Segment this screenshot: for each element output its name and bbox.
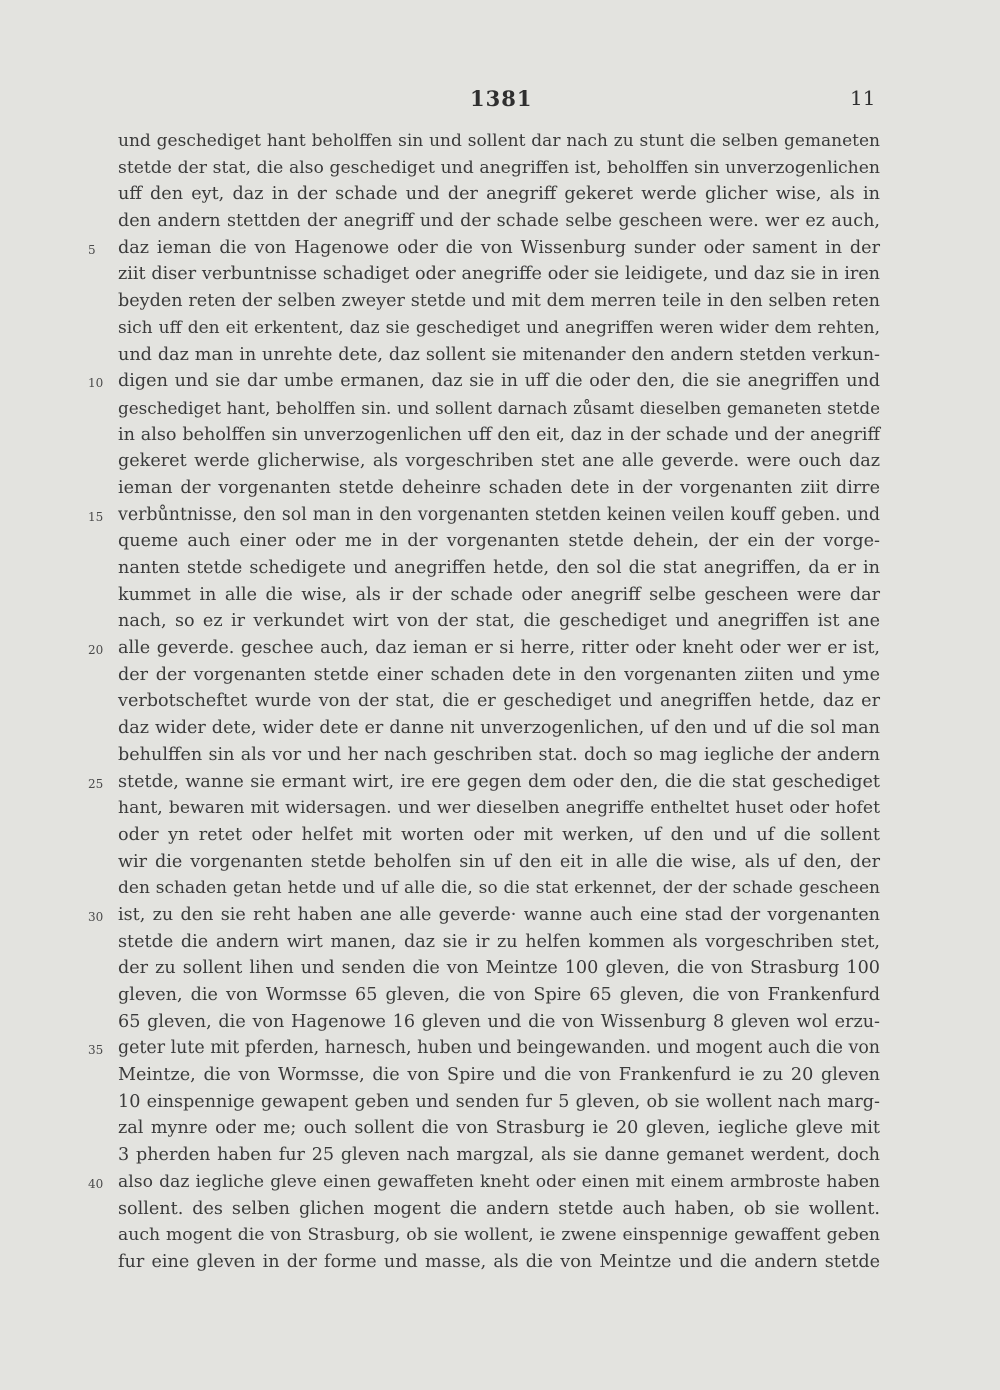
line-text: der zu sollent lihen und senden die von Meintze 100 gleven, die von Strasburg 100 [118, 958, 880, 979]
text-line [118, 1062, 880, 1089]
line-text: ieman der vorgenanten stetde deheinre schaden dete in der vorgenanten ziit dirre [118, 477, 880, 498]
line-text: queme auch einer oder me in der vorgenanten stetde dehein, der ein der vorge- [118, 531, 880, 552]
line-number: 10 [88, 376, 104, 391]
text-line [88, 1035, 880, 1062]
text-line [88, 1169, 880, 1196]
text-line [118, 1009, 880, 1036]
text-line [88, 902, 880, 929]
text-line [118, 448, 880, 475]
text-line [118, 315, 880, 342]
text-line [118, 261, 880, 288]
line-text: verbotscheftet wurde von der stat, die er geschediget und anegriffen hetde, daz er [118, 691, 880, 712]
text-line [118, 475, 880, 502]
text-line [118, 875, 880, 902]
text-line [88, 368, 880, 395]
line-text: gekeret werde glicherwise, als vorgeschriben stet ane alle geverde. were ouch daz [118, 451, 880, 472]
line-number: 15 [88, 509, 104, 524]
line-text: auch mogent die von Strasburg, ob sie wollent, ie zwene einspennige gewaffent geben [118, 1225, 880, 1246]
line-text: ist, zu den sie reht haben ane alle geverde· wanne auch eine stad der vorgenanten [118, 904, 880, 925]
line-text: gleven, die von Wormsse 65 gleven, die von Spire 65 gleven, die von Frankenfurd [118, 985, 880, 1005]
line-text: nach, so ez ir verkundet wirt von der stat, die geschediget und anegriffen ist ane [118, 611, 880, 632]
text-line [118, 822, 880, 849]
line-text: oder yn retet oder helfet mit worten oder mit werken, uf den und uf die sollent [118, 824, 880, 845]
text-line [88, 235, 880, 262]
text-line [118, 342, 880, 369]
text-line [118, 1196, 880, 1223]
text-line [118, 1089, 880, 1116]
text-line [118, 181, 880, 208]
text-line [118, 849, 880, 876]
line-text: den schaden getan hetde und uf alle die, so die stat erkennet, der der schade gescheen [118, 878, 880, 899]
line-text: 10 einspennige gewapent geben und senden fur 5 gleven, ob sie wollent nach marg- [118, 1091, 880, 1112]
text-line [88, 769, 880, 796]
line-text: Meintze, die von Wormsse, die von Spire und die von Frankenfurd ie zu 20 gleven [118, 1065, 880, 1086]
line-number: 30 [88, 909, 104, 924]
line-text: behulffen sin als vor und her nach geschriben stat. doch so mag iegliche der andern [118, 744, 880, 765]
line-text: in also beholffen sin unverzogenlichen uff den eit, daz in der schade und der anegriff [118, 424, 880, 445]
line-text: stetde der stat, die also geschediget und anegriffen ist, beholffen sin unverzogenlichen [118, 157, 880, 178]
text-line [88, 635, 880, 662]
line-text: wir die vorgenanten stetde beholfen sin uf den eit in alle die wise, als uf den, der [118, 851, 880, 872]
text-line [118, 608, 880, 635]
text-line [118, 582, 880, 609]
text-line [118, 955, 880, 982]
text-line [118, 929, 880, 956]
document-body [88, 128, 880, 1276]
line-text: und geschediget hant beholffen sin und sollent dar nach zu stunt die selben gemaneten [118, 131, 880, 151]
line-text: also daz iegliche gleve einen gewaffeten kneht oder einen mit einem armbroste haben [118, 1171, 880, 1192]
text-line [118, 288, 880, 315]
line-text: sollent. des selben glichen mogent die andern stetde auch haben, ob sie wollent. [118, 1198, 880, 1219]
line-text: kummet in alle die wise, als ir der schade oder anegriff selbe gescheen were dar [118, 584, 880, 605]
page-number: 11 [850, 86, 876, 110]
text-line [118, 795, 880, 822]
line-text: nanten stetde schedigete und anegriffen hetde, den sol die stat anegriffen, da er in [118, 558, 880, 578]
line-number: 5 [88, 242, 96, 257]
text-line [118, 982, 880, 1009]
line-text: verbůntnisse, den sol man in den vorgenanten stetden keinen veilen kouff geben. und [118, 504, 880, 525]
text-line [118, 1222, 880, 1249]
text-line [118, 128, 880, 155]
line-text: und daz man in unrehte dete, daz sollent sie mitenander den andern stetden verkun- [118, 344, 880, 365]
text-line [118, 155, 880, 182]
text-line [118, 1115, 880, 1142]
text-line [118, 742, 880, 769]
text-line [118, 1142, 880, 1169]
text-line [118, 715, 880, 742]
line-text: daz wider dete, wider dete er danne nit unverzogenlichen, uf den und uf die sol man [118, 718, 880, 739]
line-text: alle geverde. geschee auch, daz ieman er si herre, ritter oder kneht oder wer er ist, [118, 638, 880, 659]
text-line [118, 528, 880, 555]
line-text: 65 gleven, die von Hagenowe 16 gleven und die von Wissenburg 8 gleven wol erzu- [118, 1011, 880, 1032]
line-text: stetde die andern wirt manen, daz sie ir zu helfen kommen als vorgeschriben stet, [118, 931, 880, 952]
line-text: 3 pherden haben fur 25 gleven nach margzal, als sie danne gemanet werdent, doch [118, 1145, 880, 1166]
year-heading: 1381 [470, 86, 533, 111]
line-text: zal mynre oder me; ouch sollent die von Strasburg ie 20 gleven, iegliche gleve mit [118, 1118, 880, 1139]
line-text: geschediget hant, beholffen sin. und sollent darnach zůsamt dieselben gemaneten stetde [118, 397, 880, 418]
line-number: 40 [88, 1176, 104, 1191]
text-line [118, 395, 880, 422]
line-number: 25 [88, 776, 104, 791]
line-text: ziit diser verbuntnisse schadiget oder anegriffe oder sie leidigete, und daz sie in iren [118, 264, 880, 285]
line-text: geter lute mit pferden, harnesch, huben und beingewanden. und mogent auch die von [118, 1038, 880, 1059]
line-number: 35 [88, 1043, 104, 1058]
page-header [0, 86, 1000, 116]
text-line [118, 662, 880, 689]
text-line [118, 208, 880, 235]
line-text: der der vorgenanten stetde einer schaden dete in den vorgenanten ziiten und yme [118, 664, 880, 685]
text-line [118, 422, 880, 449]
text-line [118, 1249, 880, 1276]
line-text: daz ieman die von Hagenowe oder die von Wissenburg sunder oder sament in der [118, 237, 880, 258]
line-text: stetde, wanne sie ermant wirt, ire ere gegen dem oder den, die die stat geschediget [118, 771, 880, 792]
line-text: uff den eyt, daz in der schade und der anegriff gekeret werde glicher wise, als in [118, 184, 880, 205]
line-text: sich uff den eit erkentent, daz sie geschediget und anegriffen weren wider dem rehten, [118, 317, 880, 338]
line-number: 20 [88, 643, 104, 658]
line-text: fur eine gleven in der forme und masse, als die von Meintze und die andern stetde [118, 1251, 880, 1272]
text-line [88, 502, 880, 529]
text-line [118, 688, 880, 715]
text-line [118, 555, 880, 582]
line-text: beyden reten der selben zweyer stetde und mit dem merren teile in den selben reten [118, 291, 880, 312]
line-text: digen und sie dar umbe ermanen, daz sie in uff die oder den, die sie anegriffen und [118, 371, 880, 392]
line-text: den andern stettden der anegriff und der schade selbe gescheen were. wer ez auch, [118, 211, 880, 232]
line-text: hant, bewaren mit widersagen. und wer dieselben anegriffe entheltet huset oder hofet [118, 798, 880, 819]
